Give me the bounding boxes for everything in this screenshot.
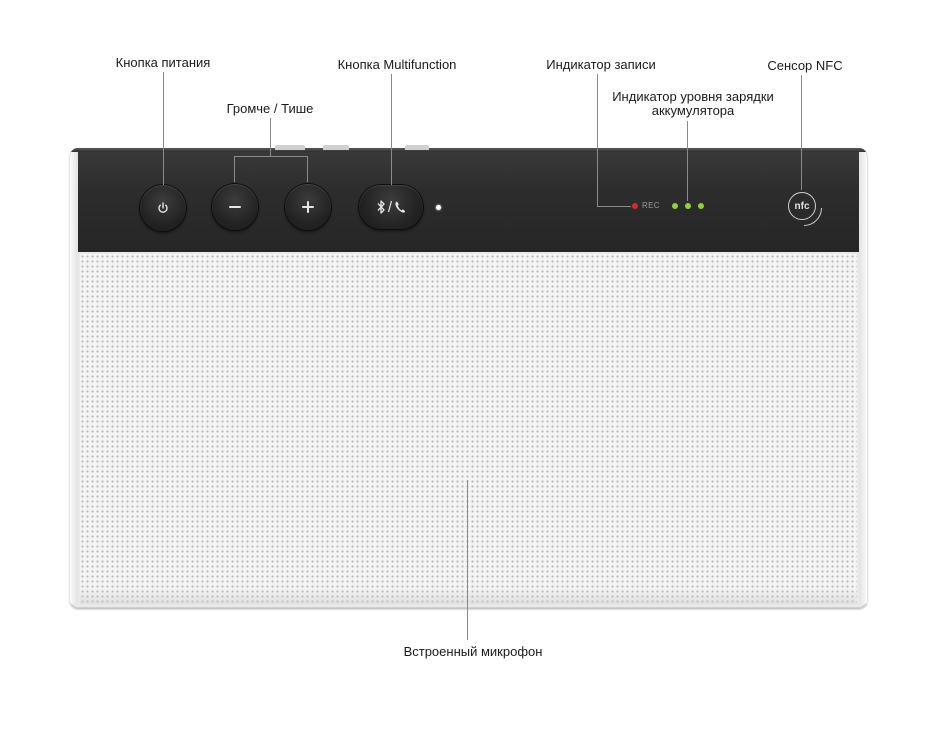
control-panel [70,148,867,252]
top-ridge-volume [275,145,305,150]
slash-separator: / [387,198,393,216]
top-ridge-center [323,145,349,150]
label-battery-indicator-line1: Индикатор уровня зарядки [612,89,774,104]
leader-battery [687,121,688,201]
leader-volume-bracket [234,156,307,157]
power-icon [157,202,169,214]
leader-microphone [467,480,468,640]
record-led [632,203,638,209]
leader-record-vertical [597,74,598,206]
leader-nfc [801,75,802,190]
side-edge-left [70,152,78,604]
speaker-grille [80,254,857,604]
label-microphone: Встроенный микрофон [403,644,543,659]
nfc-text: nfc [794,200,810,212]
label-nfc-sensor: Сенсор NFC [767,58,843,73]
label-battery-indicator-line2: аккумулятора [651,103,735,118]
battery-led-2 [685,203,691,209]
label-multifunction-button: Кнопка Multifunction [337,57,457,72]
volume-up-button[interactable] [285,184,331,230]
multifunction-button[interactable] [359,185,423,229]
status-led [436,205,441,210]
leader-multifunction [391,74,392,185]
label-volume-buttons: Громче / Тише [226,101,314,116]
phone-icon [394,200,406,214]
top-ridge-right [405,145,429,150]
side-edge-right [859,152,867,604]
leader-volume-left [234,156,235,182]
label-power-button: Кнопка питания [115,55,211,70]
battery-led-1 [672,203,678,209]
power-button[interactable] [140,185,186,231]
leader-record-horizontal [597,206,631,207]
panel-edge-highlight [70,148,867,152]
leader-power [163,72,164,185]
minus-icon [228,200,242,214]
speaker-body [70,148,867,608]
plus-icon [301,200,315,214]
bluetooth-icon [376,199,386,215]
volume-down-button[interactable] [212,184,258,230]
battery-led-3 [698,203,704,209]
leader-volume-stem [270,118,271,156]
label-record-indicator: Индикатор записи [546,57,656,72]
grille-shading [80,588,857,604]
rec-text: REC [642,201,660,210]
leader-volume-right [307,156,308,182]
